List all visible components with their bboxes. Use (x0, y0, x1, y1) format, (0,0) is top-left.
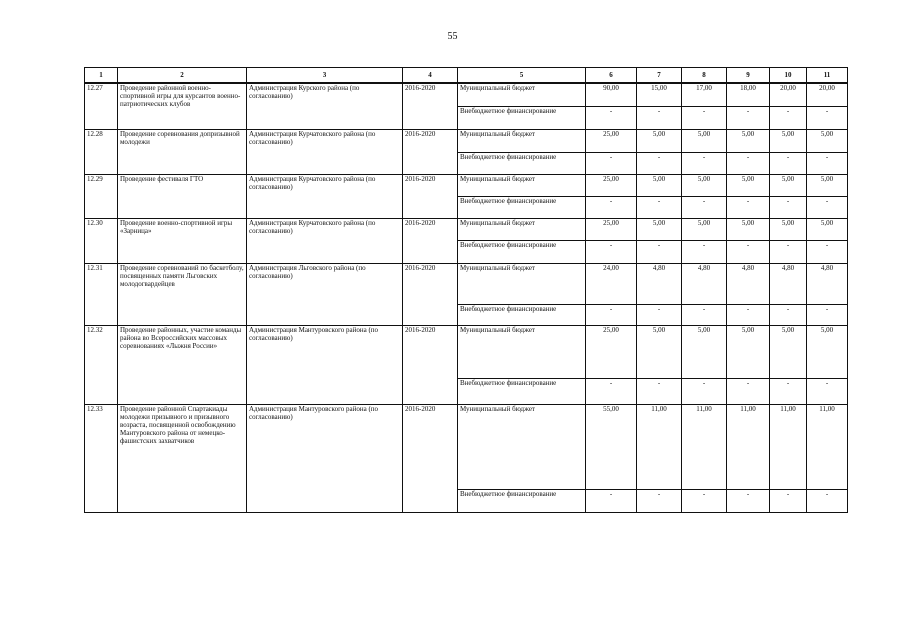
value-cell: 20,00 (770, 83, 807, 106)
table-row (85, 325, 848, 378)
executor-cell: Администрация Курского района (по согласованию) (247, 83, 403, 129)
value-cell: - (727, 241, 770, 263)
row-number: 12.28 (85, 129, 118, 174)
row-number: 12.27 (85, 83, 118, 129)
value-cell: 25,00 (586, 325, 637, 378)
value-cell: 5,00 (807, 129, 848, 152)
funding-source-cell: Муниципальный бюджет (458, 219, 586, 241)
value-cell: 5,00 (807, 175, 848, 197)
value-cell: 5,00 (637, 129, 682, 152)
funding-source-cell: Внебюджетное финансирование (458, 241, 586, 263)
value-cell: - (682, 106, 727, 129)
value-cell: 5,00 (682, 325, 727, 378)
measure-cell: Проведение районных, участие команды района во Всероссийских массовых соревнованиях «Лыжня России» (118, 325, 247, 404)
value-cell: - (586, 304, 637, 325)
period-cell: 2016-2020 (403, 405, 458, 513)
value-cell: 4,80 (637, 263, 682, 304)
period-cell: 2016-2020 (403, 175, 458, 219)
table-row (85, 405, 848, 489)
measure-cell: Проведение военно-спортивной игры «Зарница» (118, 219, 247, 263)
value-cell: - (637, 106, 682, 129)
value-cell: - (770, 304, 807, 325)
period-cell: 2016-2020 (403, 263, 458, 325)
period-cell: 2016-2020 (403, 129, 458, 174)
row-number: 12.32 (85, 325, 118, 404)
value-cell: 5,00 (682, 129, 727, 152)
period-cell: 2016-2020 (403, 219, 458, 263)
funding-source-cell: Внебюджетное финансирование (458, 152, 586, 174)
value-cell: 25,00 (586, 129, 637, 152)
page-number: 55 (447, 31, 458, 42)
executor-cell: Администрация Мантуровского района (по согласованию) (247, 405, 403, 513)
value-cell: - (637, 152, 682, 174)
value-cell: - (637, 304, 682, 325)
value-cell: - (807, 152, 848, 174)
value-cell: - (807, 489, 848, 512)
funding-source-cell: Муниципальный бюджет (458, 405, 586, 489)
value-cell: 17,00 (682, 83, 727, 106)
row-number: 12.30 (85, 219, 118, 263)
value-cell: - (807, 304, 848, 325)
value-cell: 25,00 (586, 219, 637, 241)
funding-source-cell: Муниципальный бюджет (458, 263, 586, 304)
header-row (85, 68, 848, 84)
value-cell: - (770, 197, 807, 219)
value-cell: 11,00 (682, 405, 727, 489)
value-cell: - (682, 152, 727, 174)
value-cell: - (727, 304, 770, 325)
value-cell: 4,80 (770, 263, 807, 304)
column-header: 9 (727, 68, 770, 84)
funding-source-cell: Муниципальный бюджет (458, 83, 586, 106)
funding-source-cell: Муниципальный бюджет (458, 325, 586, 378)
executor-cell: Администрация Курчатовского района (по согласованию) (247, 219, 403, 263)
executor-cell: Администрация Льговского района (по согласованию) (247, 263, 403, 325)
value-cell: 90,00 (586, 83, 637, 106)
value-cell: 55,00 (586, 405, 637, 489)
value-cell: 5,00 (637, 219, 682, 241)
value-cell: 5,00 (770, 219, 807, 241)
funding-source-cell: Внебюджетное финансирование (458, 106, 586, 129)
value-cell: - (637, 197, 682, 219)
measure-cell: Проведение соревнования допризывной молодежи (118, 129, 247, 174)
funding-source-cell: Внебюджетное финансирование (458, 379, 586, 405)
funding-source-cell: Муниципальный бюджет (458, 129, 586, 152)
value-cell: 5,00 (727, 219, 770, 241)
value-cell: - (727, 106, 770, 129)
funding-source-cell: Внебюджетное финансирование (458, 197, 586, 219)
funding-source-cell: Муниципальный бюджет (458, 175, 586, 197)
column-header: 1 (85, 68, 118, 84)
column-header: 10 (770, 68, 807, 84)
value-cell: - (807, 379, 848, 405)
funding-source-cell: Внебюджетное финансирование (458, 304, 586, 325)
column-header: 7 (637, 68, 682, 84)
column-header: 5 (458, 68, 586, 84)
column-header: 11 (807, 68, 848, 84)
value-cell: 4,80 (727, 263, 770, 304)
measure-cell: Проведение фестиваля ГТО (118, 175, 247, 219)
value-cell: - (727, 197, 770, 219)
value-cell: 11,00 (637, 405, 682, 489)
value-cell: 5,00 (682, 175, 727, 197)
value-cell: 4,80 (682, 263, 727, 304)
value-cell: 5,00 (637, 175, 682, 197)
column-header: 3 (247, 68, 403, 84)
value-cell: 5,00 (637, 325, 682, 378)
measure-cell: Проведение районной военно-спортивной игры для курсантов военно-патриотических клубов (118, 83, 247, 129)
column-header: 4 (403, 68, 458, 84)
executor-cell: Администрация Мантуровского района (по согласованию) (247, 325, 403, 404)
value-cell: 5,00 (770, 175, 807, 197)
program-measures-table (84, 67, 848, 513)
value-cell: 5,00 (807, 219, 848, 241)
executor-cell: Администрация Курчатовского района (по согласованию) (247, 129, 403, 174)
measure-cell: Проведение районной Спартакиады молодежи призывного и призывного возраста, посвященной освобождению Мантуровского района от немецко-фашистских захватчиков (118, 405, 247, 513)
value-cell: - (586, 106, 637, 129)
column-header: 2 (118, 68, 247, 84)
value-cell: - (586, 489, 637, 512)
value-cell: - (807, 106, 848, 129)
funding-source-cell: Внебюджетное финансирование (458, 489, 586, 512)
value-cell: - (637, 379, 682, 405)
value-cell: - (770, 489, 807, 512)
executor-cell: Администрация Курчатовского района (по согласованию) (247, 175, 403, 219)
value-cell: 4,80 (807, 263, 848, 304)
value-cell: 5,00 (727, 129, 770, 152)
value-cell: - (682, 489, 727, 512)
value-cell: - (770, 379, 807, 405)
value-cell: 24,00 (586, 263, 637, 304)
value-cell: - (586, 152, 637, 174)
column-header: 6 (586, 68, 637, 84)
table-row (85, 263, 848, 304)
value-cell: - (682, 379, 727, 405)
measure-cell: Проведение соревнований по баскетболу, посвященных памяти Льговских молодогвардейцев (118, 263, 247, 325)
value-cell: - (727, 379, 770, 405)
table-body (85, 83, 848, 513)
value-cell: 11,00 (770, 405, 807, 489)
value-cell: - (682, 304, 727, 325)
period-cell: 2016-2020 (403, 83, 458, 129)
value-cell: 25,00 (586, 175, 637, 197)
value-cell: - (770, 106, 807, 129)
table-row (85, 83, 848, 106)
value-cell: - (770, 241, 807, 263)
value-cell: 20,00 (807, 83, 848, 106)
table-row (85, 219, 848, 241)
value-cell: 18,00 (727, 83, 770, 106)
row-number: 12.29 (85, 175, 118, 219)
value-cell: - (586, 197, 637, 219)
value-cell: 5,00 (727, 325, 770, 378)
value-cell: - (682, 241, 727, 263)
value-cell: - (770, 152, 807, 174)
row-number: 12.31 (85, 263, 118, 325)
value-cell: - (727, 489, 770, 512)
value-cell: 5,00 (727, 175, 770, 197)
table-row (85, 129, 848, 152)
value-cell: - (807, 241, 848, 263)
value-cell: 15,00 (637, 83, 682, 106)
value-cell: - (682, 197, 727, 219)
value-cell: 5,00 (770, 325, 807, 378)
value-cell: 11,00 (727, 405, 770, 489)
value-cell: 5,00 (770, 129, 807, 152)
value-cell: - (586, 241, 637, 263)
value-cell: - (637, 241, 682, 263)
value-cell: 5,00 (682, 219, 727, 241)
value-cell: - (727, 152, 770, 174)
column-header: 8 (682, 68, 727, 84)
table-row (85, 175, 848, 197)
value-cell: - (586, 379, 637, 405)
value-cell: 11,00 (807, 405, 848, 489)
value-cell: - (637, 489, 682, 512)
value-cell: 5,00 (807, 325, 848, 378)
row-number: 12.33 (85, 405, 118, 513)
period-cell: 2016-2020 (403, 325, 458, 404)
value-cell: - (807, 197, 848, 219)
